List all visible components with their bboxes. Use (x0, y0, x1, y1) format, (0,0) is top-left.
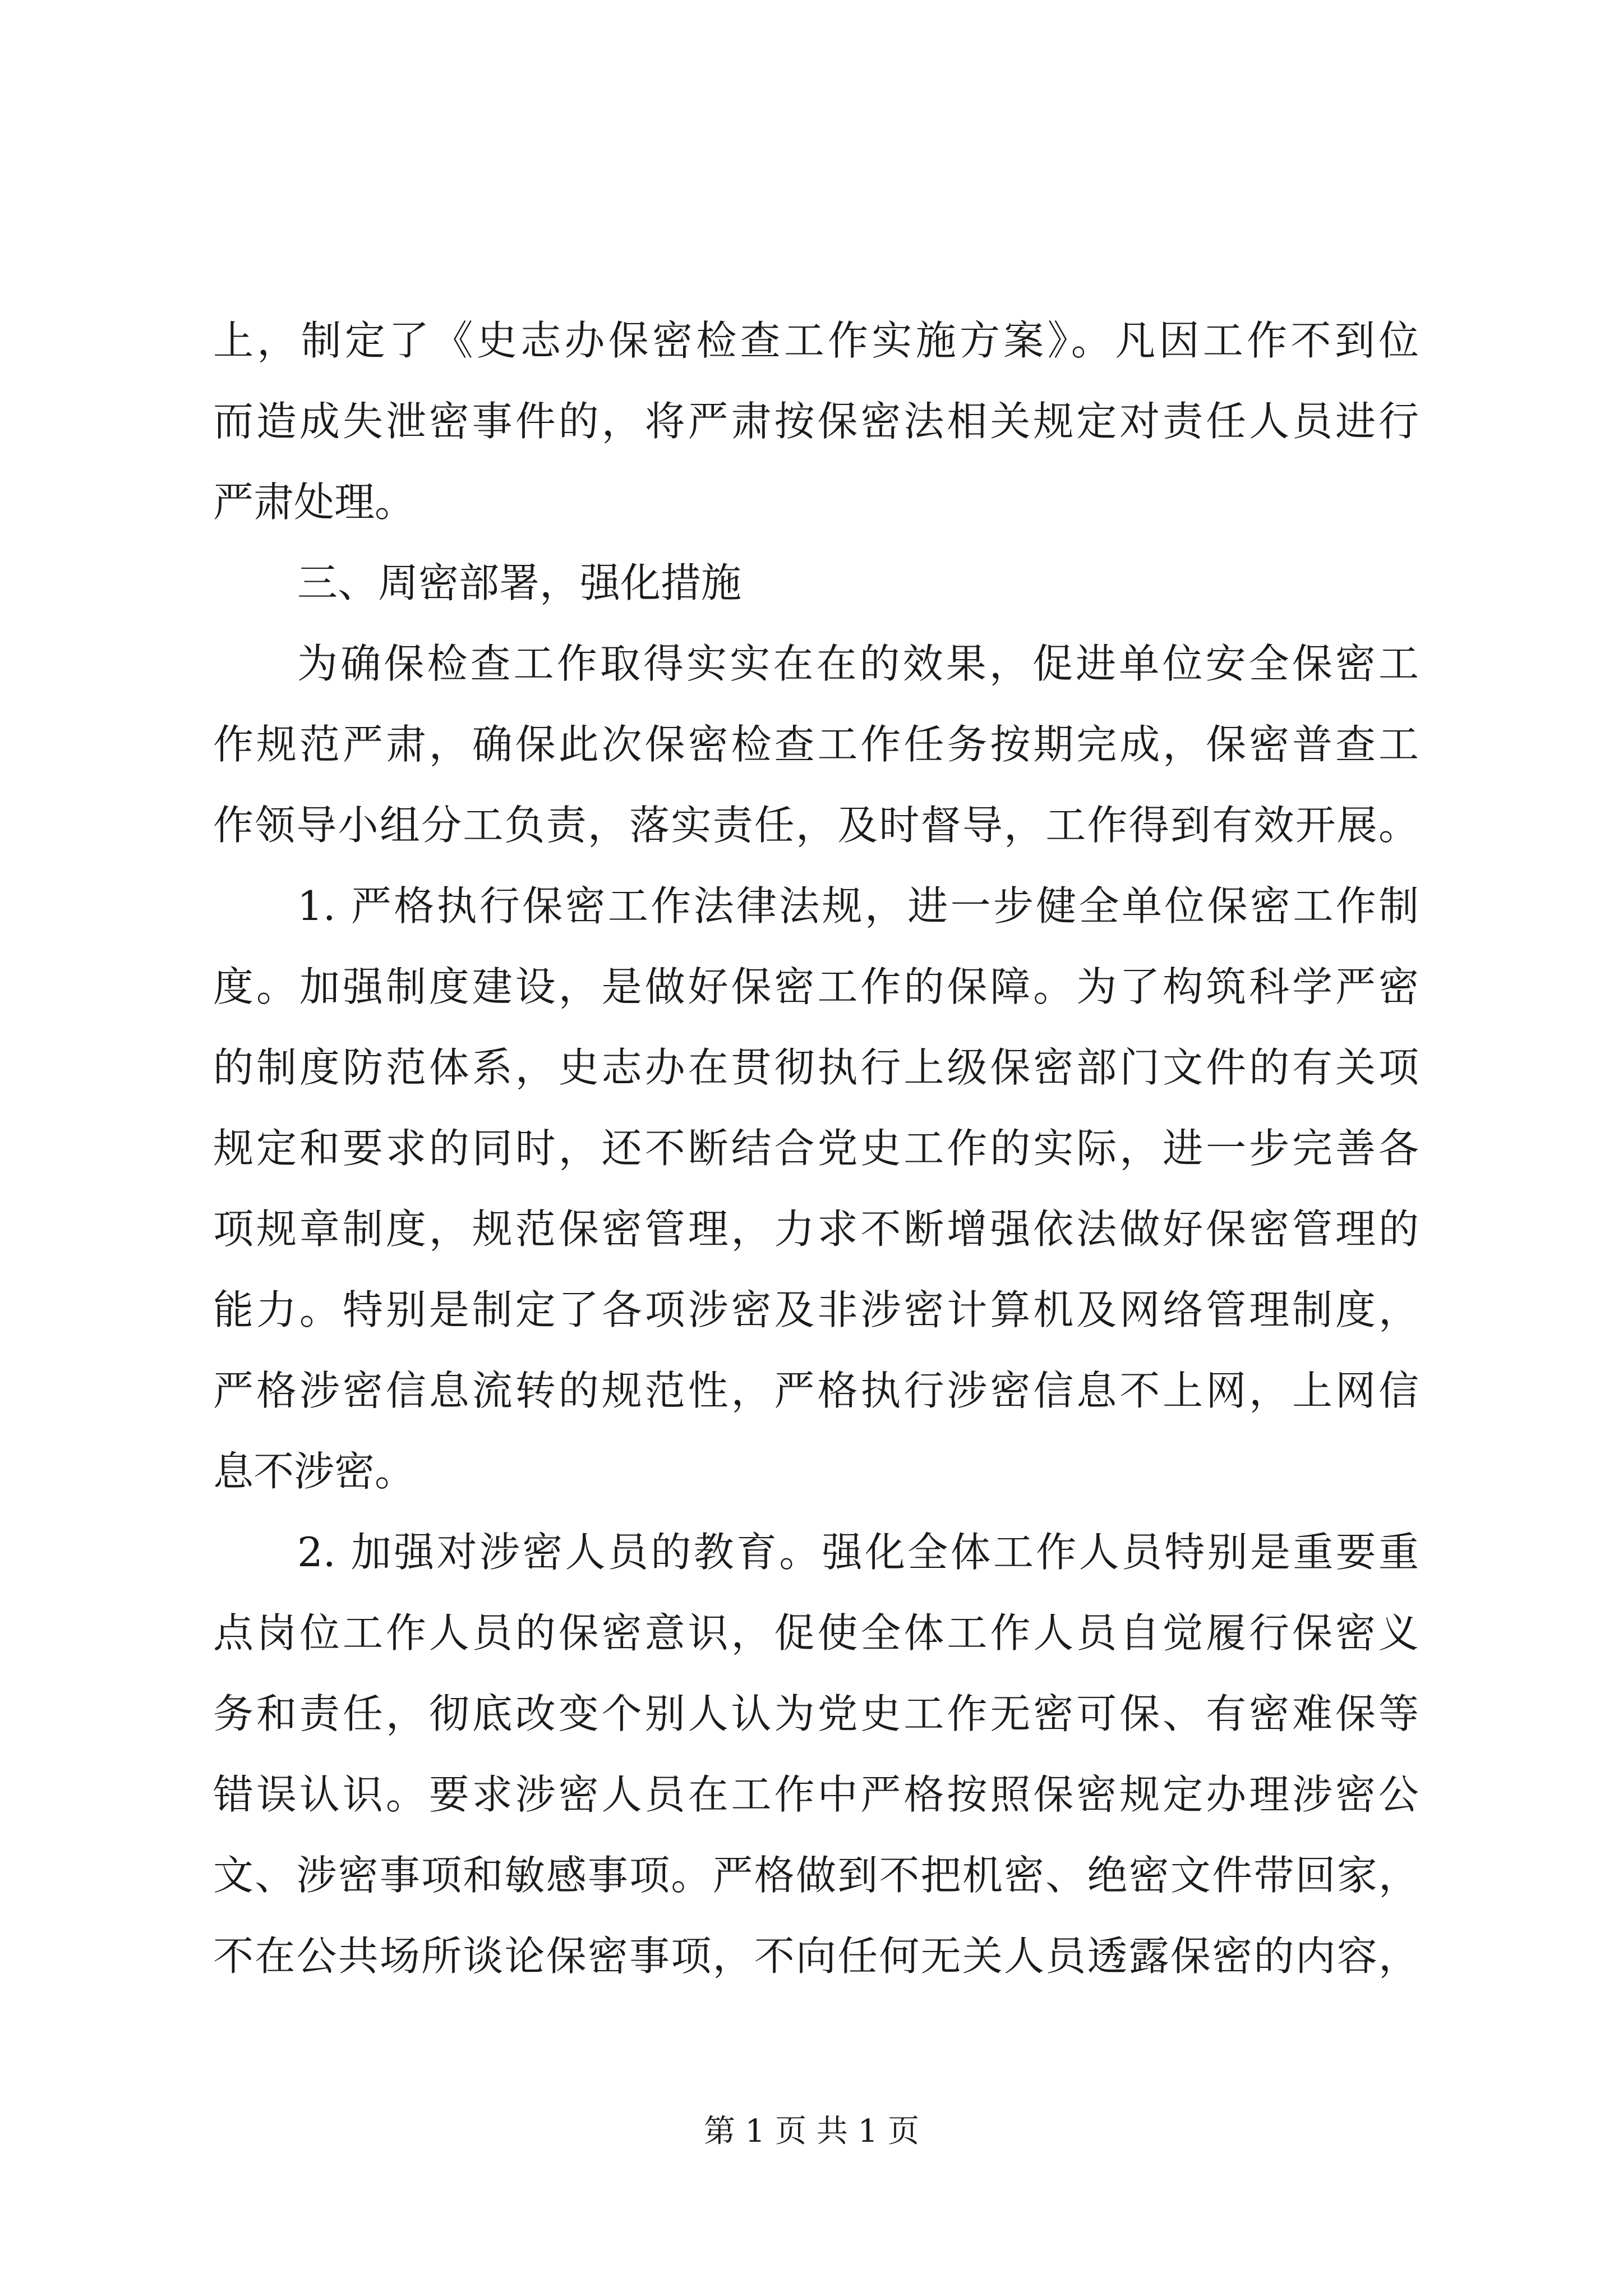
text-line: 作规范严肃，确保此次保密检查工作任务按期完成，保密普查工 (213, 721, 1419, 768)
text-line: 规定和要求的同时，还不断结合党史工作的实际，进一步完善各 (213, 1125, 1419, 1172)
text-line: 错误认识。要求涉密人员在工作中严格按照保密规定办理涉密公 (213, 1771, 1419, 1818)
text-line: 息不涉密。 (213, 1448, 416, 1495)
text-line: 而造成失泄密事件的，将严肃按保密法相关规定对责任人员进行 (213, 398, 1419, 445)
text-line: 2. 加强对涉密人员的教育。强化全体工作人员特别是重要重 (297, 1529, 1419, 1576)
text-line: 能力。特别是制定了各项涉密及非涉密计算机及网络管理制度， (213, 1286, 1419, 1333)
section-heading: 三、周密部署，强化措施 (297, 559, 742, 606)
page-footer: 第 1 页 共 1 页 (703, 2113, 920, 2150)
text-line: 务和责任，彻底改变个别人认为党史工作无密可保、有密难保等 (213, 1690, 1419, 1737)
text-line: 点岗位工作人员的保密意识，促使全体工作人员自觉履行保密义 (213, 1609, 1419, 1657)
text-line: 1. 严格执行保密工作法律法规，进一步健全单位保密工作制 (297, 882, 1419, 930)
text-line: 上，制定了《史志办保密检查工作实施方案》。凡因工作不到位 (213, 317, 1419, 364)
text-line: 的制度防范体系，史志办在贯彻执行上级保密部门文件的有关项 (213, 1044, 1419, 1091)
text-line: 严肃处理。 (213, 478, 416, 526)
text-line: 度。加强制度建设，是做好保密工作的保障。为了构筑科学严密 (213, 963, 1419, 1010)
text-line: 文、涉密事项和敏感事项。严格做到不把机密、绝密文件带回家， (213, 1852, 1419, 1899)
document-body (213, 300, 1419, 1996)
text-line: 项规章制度，规范保密管理，力求不断增强依法做好保密管理的 (213, 1205, 1419, 1253)
text-line: 为确保检查工作取得实实在在的效果，促进单位安全保密工 (297, 640, 1419, 687)
text-line: 不在公共场所谈论保密事项，不向任何无关人员透露保密的内容， (213, 1932, 1419, 1980)
text-line: 严格涉密信息流转的规范性，严格执行涉密信息不上网，上网信 (213, 1367, 1419, 1414)
text-line: 作领导小组分工负责，落实责任，及时督导，工作得到有效开展。 (213, 802, 1419, 849)
